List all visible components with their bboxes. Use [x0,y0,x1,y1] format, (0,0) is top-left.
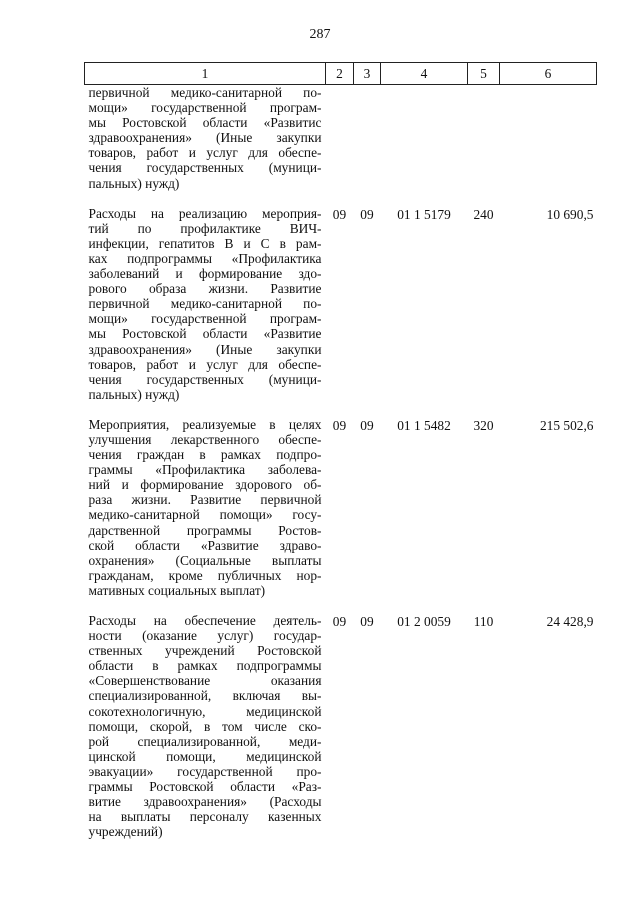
section-code: 09 [332,614,347,629]
description-line: ках подпрограммы «Профилактика [88,250,322,266]
amount [500,85,597,191]
table-body [85,85,597,840]
section-code [326,85,354,191]
description-line: чения государственных (муници- [88,160,322,176]
description-line: мощи» государственной програм- [88,100,322,116]
amount: 24 428,9 [546,614,594,629]
description-line: здравоохранения» (Иные закупки [88,130,322,146]
description-line: улучшения лекарственного обеспе- [88,431,322,447]
description-line: специализированной, включая вы- [88,688,322,704]
description-line: пальных) нужд) [88,386,180,402]
description-line: граммы «Профилактика заболева- [88,462,322,478]
target-article-code: 01 1 5482 [397,417,451,433]
description-line: гражданам, кроме публичных нор- [88,567,322,583]
description-line: рой специализированной, меди- [88,733,322,749]
amount: 215 502,6 [539,417,594,433]
description-line: цинской помощи, медицинской [88,748,322,764]
header-col-1: 1 [85,63,326,85]
description-line: рового образа жизни. Развитие [88,281,322,297]
description-line: ской области «Развитие здраво- [88,537,322,553]
header-col-3: 3 [354,63,381,85]
description-line: эвакуации» государственной про- [88,763,322,779]
row-description [85,206,326,402]
description-line: тий по профилактике ВИЧ- [88,220,322,236]
description-line: первичной медико-санитарной по- [88,85,322,100]
description-line: Расходы на реализацию мероприя- [88,205,322,221]
description-line: мощи» государственной програм- [88,311,322,327]
section-code: 09 [332,417,347,433]
description-line: инфекции, гепатитов В и С в рам- [88,235,322,251]
header-col-6: 6 [500,63,597,85]
description-line: пальных) нужд) [88,175,180,191]
description-line: витие здравоохранения» (Расходы [88,794,322,810]
expense-type-code: 240 [473,206,494,222]
expense-type-code [468,85,500,191]
description-line: сокотехнологичную, медицинской [88,703,322,719]
description-line: дарственной программы Ростов- [88,522,322,538]
description-line: мы Ростовской области «Развитие [88,326,322,342]
amount: 10 690,5 [546,206,594,222]
target-article-code [381,85,468,191]
subsection-code: 09 [360,206,374,222]
expense-type-code: 110 [473,614,494,629]
description-line: товаров, работ и услуг для обеспе- [88,145,322,161]
description-line: учреждений) [88,824,163,840]
description-line: заболеваний и формирование здо- [88,266,322,282]
row-description [85,417,326,598]
description-line: охранения» (Социальные выплаты [88,552,322,568]
header-col-2: 2 [326,63,354,85]
description-line: ственных учреждений Ростовской [88,643,322,659]
table-row [85,206,597,402]
row-description [85,613,326,839]
description-line: раза жизни. Развитие первичной [88,492,322,508]
table-row [85,613,597,839]
page-number: 287 [309,27,331,42]
table-row [85,417,597,598]
description-line: чения граждан в рамках подпро- [88,447,322,463]
row-description [85,85,326,191]
description-line: мы Ростовской области «Развитис [88,115,322,131]
table-header-row [85,63,597,85]
description-line: на выплаты персоналу казенных [88,809,322,825]
description-line: ности (оказание услуг) государ- [88,628,322,644]
budget-table [84,62,597,839]
description-line: области в рамках подпрограммы [88,658,322,674]
description-line: Расходы на обеспечение деятель- [88,613,322,628]
description-line: Мероприятия, реализуемые в целях [88,416,322,432]
description-line: первичной медико-санитарной по- [88,296,322,312]
description-line: помощи, скорой, в том числе ско- [88,718,322,734]
description-line: медико-санитарной помощи» госу- [88,507,322,523]
target-article-code: 01 1 5179 [397,206,451,222]
description-line: ний и формирование здорового об- [88,477,322,493]
header-col-4: 4 [381,63,468,85]
subsection-code [354,85,381,191]
description-line: мативных социальных выплат) [88,582,266,598]
description-line: здравоохранения» (Иные закупки [88,341,322,357]
description-line: товаров, работ и услуг для обеспе- [88,356,322,372]
subsection-code: 09 [360,417,374,433]
table-row [85,85,597,191]
expense-type-code: 320 [473,417,494,433]
subsection-code: 09 [360,614,374,629]
description-line: «Совершенствование оказания [88,673,322,689]
target-article-code: 01 2 0059 [397,614,451,629]
description-line: чения государственных (муници- [88,371,322,387]
description-line: граммы Ростовской области «Раз- [88,779,322,795]
section-code: 09 [332,206,347,222]
header-col-5: 5 [468,63,500,85]
